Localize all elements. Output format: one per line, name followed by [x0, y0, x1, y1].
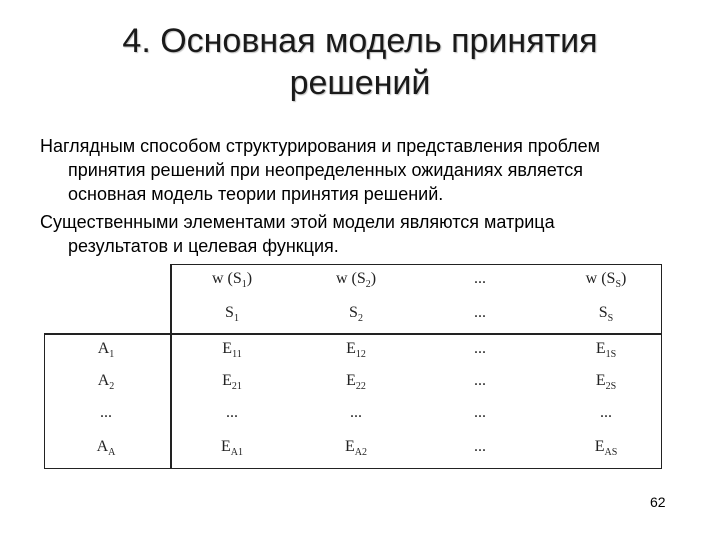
result-cell: ... [350, 404, 362, 421]
result-cell: $E_{22}$ [346, 372, 366, 393]
alternative-cell: $A_2$ [97, 372, 115, 393]
slide-title-line-2: решений [289, 64, 431, 102]
paragraph-2-line-1: Существенными элементами этой модели являются матрица [40, 212, 555, 232]
matrix-left-border [44, 333, 45, 469]
result-cell: ... [600, 404, 612, 421]
matrix-top-border [170, 264, 662, 265]
weight-cell: ... [474, 270, 486, 287]
result-cell: ... [474, 340, 486, 357]
weight-cell: w $(S_2)$ [335, 270, 377, 291]
state-cell: $S_S$ [598, 304, 614, 325]
result-cell: ... [474, 438, 486, 455]
matrix-bottom-border [44, 468, 662, 469]
paragraph-1 [40, 134, 680, 206]
slide-title-line-1: 4. Основная модель принятия [122, 22, 598, 60]
result-cell: ... [474, 404, 486, 421]
weight-cell: w $(S_S)$ [585, 270, 627, 291]
slide-title [40, 20, 680, 104]
state-cell: ... [474, 304, 486, 321]
paragraph-2 [40, 210, 680, 258]
result-cell: $E_{A2}$ [344, 438, 368, 459]
result-cell: $E_{AS}$ [594, 438, 618, 459]
state-cell: $S_2$ [349, 304, 363, 325]
result-cell: ... [474, 372, 486, 389]
matrix-right-border [661, 264, 662, 469]
result-cell: $E_{2S}$ [595, 372, 617, 393]
paragraph-1-line-1: Наглядным способом структурирования и представления проблем [40, 136, 600, 156]
paragraph-2-line-2: результатов и целевая функция. [68, 236, 339, 256]
result-cell: $E_{11}$ [222, 340, 242, 361]
paragraph-1-line-3: основная модель теории принятия решений. [68, 184, 444, 204]
paragraph-1-line-2: принятия решений при неопределенных ожиданиях является [68, 160, 583, 180]
state-cell: $S_1$ [225, 304, 239, 325]
result-cell: $E_{21}$ [222, 372, 242, 393]
result-cell: ... [226, 404, 238, 421]
result-cell: $E_{12}$ [346, 340, 366, 361]
page-number: 62 [650, 494, 666, 510]
matrix-stub-divider [170, 264, 172, 469]
result-cell: $E_{A1}$ [220, 438, 244, 459]
alternative-cell: ... [100, 404, 112, 421]
alternative-cell: $A_1$ [97, 340, 115, 361]
alternative-cell: $A_A$ [96, 438, 116, 459]
result-cell: $E_{1S}$ [595, 340, 617, 361]
weight-cell: w $(S_1)$ [211, 270, 253, 291]
matrix-header-divider [44, 333, 662, 335]
